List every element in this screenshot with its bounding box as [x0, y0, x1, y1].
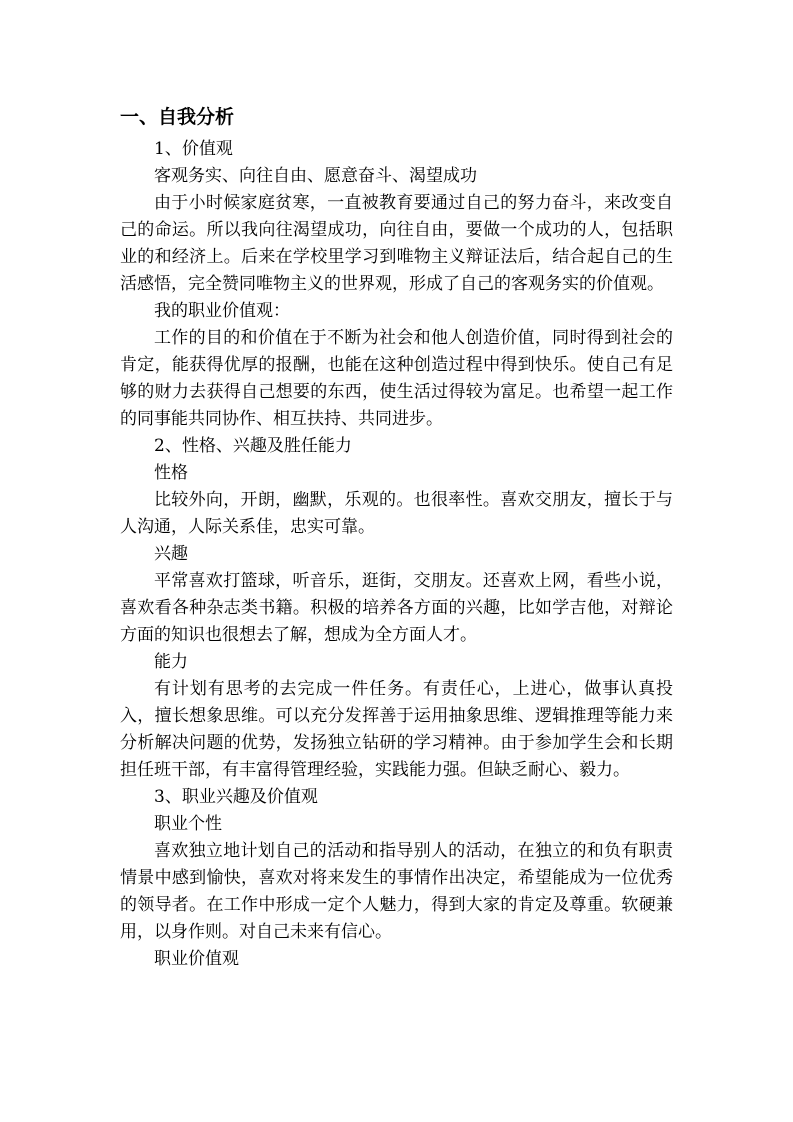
label-ability: 能力 [154, 652, 188, 672]
paragraph-ability: 有计划有思考的去完成一件任务。有责任心，上进心，做事认真投入，擅长想象思维。可以充分发挥善于运用抽象思维、逻辑推理等能力来分析解决问题的优势，发扬独立钻研的学习精神。由于参加学生会和长期担任班干部，有丰富得管理经验，实践能力强。但缺乏耐心、毅力。 [120, 679, 673, 780]
label-career-value-view: 职业价值观 [154, 949, 239, 969]
section-heading: 一、自我分析 [120, 106, 235, 128]
paragraph-values: 由于小时候家庭贫寒，一直被教育要通过自己的努力奋斗，来改变自己的命运。所以我向往渴望成功，向往自由，要做一个成功的人，包括职业的和经济上。后来在学校里学习到唯物主义辩证法后，结合起自己的生活感悟，完全赞同唯物主义的世界观，形成了自己的客观务实的价值观。 [120, 193, 673, 294]
paragraph-personality: 比较外向，开朗，幽默，乐观的。也很率性。喜欢交朋友，擅长于与人沟通，人际关系佳，忠实可靠。 [120, 490, 673, 537]
paragraph-career-values: 工作的目的和价值在于不断为社会和他人创造价值，同时得到社会的肯定，能获得优厚的报酬，也能在这种创造过程中得到快乐。使自己有足够的财力去获得自己想要的东西，使生活过得较为富足。也希望一起工作的同事能共同协作、相互扶持、共同进步。 [120, 328, 673, 429]
label-career-personality: 职业个性 [154, 814, 222, 834]
paragraph-career-personality: 喜欢独立地计划自己的活动和指导别人的活动，在独立的和负有职责情景中感到愉快，喜欢对将来发生的事情作出决定，希望能成为一位优秀的领导者。在工作中形成一定个人魅力，得到大家的肯定及尊重。软硬兼用，以身作则。对自己未来有信心。 [120, 841, 673, 942]
paragraph-interest: 平常喜欢打篮球，听音乐，逛街，交朋友。还喜欢上网，看些小说，喜欢看各种杂志类书籍。积极的培养各方面的兴趣，比如学吉他，对辩论方面的知识也很想去了解，想成为全方面人才。 [120, 571, 673, 645]
subheading-values: 1、价值观 [154, 139, 233, 159]
document-body [120, 104, 673, 973]
label-personality: 性格 [154, 463, 188, 483]
subheading-career-interest: 3、职业兴趣及价值观 [154, 787, 318, 807]
label-interest: 兴趣 [154, 544, 188, 564]
values-summary: 客观务实、向往自由、愿意奋斗、渴望成功 [154, 166, 477, 186]
subheading-personality-interest-ability: 2、性格、兴趣及胜任能力 [154, 436, 352, 456]
subheading-career-values: 我的职业价值观： [154, 301, 290, 321]
